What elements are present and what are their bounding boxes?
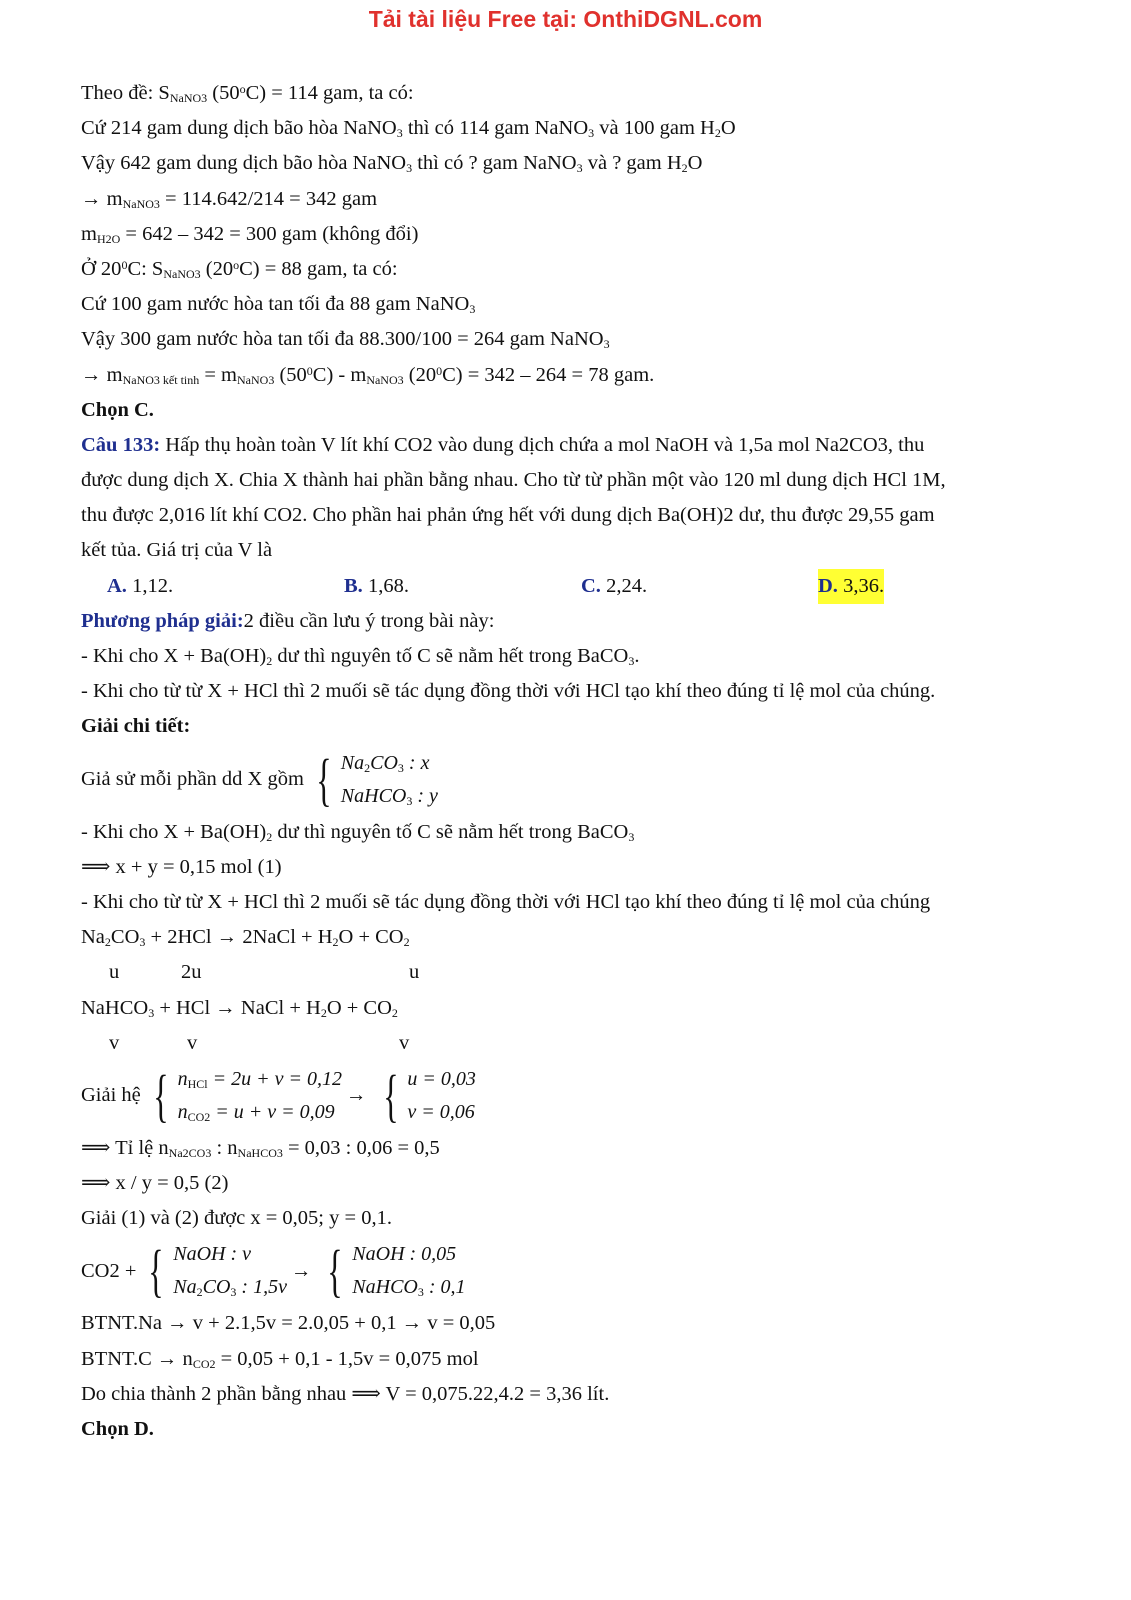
method-label: Phương pháp giải: — [81, 609, 244, 632]
answer-choice-text: Chọn D. — [81, 1418, 154, 1440]
question-line: Câu 133: Hấp thụ hoàn toàn V lít khí CO2 vào dung dịch chứa a mol NaOH và 1,5a mol Na2CO3, thu — [81, 433, 925, 456]
text-line: $m_{H2O} = 642 - 342 = 300$ gam (không đổi) — [81, 222, 419, 246]
site-header-title: Tải tài liệu Free tại: OnthiDGNL.com — [368, 6, 763, 32]
question-line: thu được 2,016 lít khí CO2. Cho phần hai phản ứng hết với dung dịch Ba(OH)2 dư, thu được 29,55 gam — [81, 504, 935, 527]
brace-symbol: { — [316, 746, 332, 812]
equation-line: BTNT.Na → v + 2.1,5v = 2.0,05 + 0,1 → v = 0,05 — [81, 1312, 496, 1335]
text-line: Ở $20^0C$: $S_{NaNO3}$ $(20^oC) = 88$ gam, ta có: — [81, 257, 398, 281]
option-a: A. 1,12. — [107, 574, 174, 597]
answer-options — [81, 569, 1071, 604]
option-d-correct: D. 3,36. — [818, 569, 884, 604]
text-line: → $m_{NaNO3 kết tinh} = m_{NaNO3}$ $(50^0C) - m_{NaNO3}$ $(20^0C) = 342 - 264 = 78$ gam. — [81, 363, 655, 387]
answer-choice-text: Chọn C. — [81, 398, 154, 421]
question-line: kết tủa. Giá trị của V là — [81, 539, 273, 562]
text-line: - Khi cho $X + Ba(OH)_2$ dư thì nguyên tố C sẽ nằm hết trong BaCO$_3$ — [81, 820, 635, 844]
solve-system: Giải hệ { $n_{HCl} = 2u + v = 0,12$ $n_{CO2} = u + v = 0,09$ → { u = 0,03 v = 0,06 — [81, 1062, 476, 1128]
assume-system: Giả sử mỗi phần dd X gồm { $Na_2CO_3$ : x NaHCO$_3$ : y — [81, 746, 438, 812]
question-line: được dung dịch X. Chia X thành hai phần bằng nhau. Cho từ từ phần một vào 120 ml dung dịch HCl 1M, — [81, 469, 946, 492]
text-line: - Khi cho từ từ X + HCl thì 2 muối sẽ tác dụng đồng thời với HCl tạo khí theo đúng tỉ lệ mol của chúng — [81, 890, 931, 913]
method-note: - Khi cho $X + Ba(OH)_2$ dư thì nguyên tố C sẽ nằm hết trong BaCO$_3$. — [81, 645, 640, 668]
text-line: Vậy 300 gam nước hòa tan tối đa 88.300/100 = 264 gam NaNO$_3$ — [81, 328, 610, 352]
equation-line: ⟹ x / y = 0,5 (2) — [81, 1172, 229, 1195]
equation-line: ⟹ x + y = 0,15 mol (1) — [81, 855, 282, 878]
final-line: Do chia thành 2 phần bằng nhau ⟹ V = 0,075.22,4.2 = 3,36 lít. — [81, 1382, 610, 1405]
option-c: C. 2,24. — [581, 574, 648, 597]
text-line: → $m_{NaNO3} = 114.642/214 = 342$ gam — [81, 187, 378, 211]
reaction-1: $Na_2CO_3 + 2HCl$ → 2NaCl + $H_2O + CO_2$ — [81, 926, 410, 950]
text-line: Cứ 100 gam nước hòa tan tối đa 88 gam NaNO$_3$ — [81, 293, 476, 317]
option-b: B. 1,68. — [344, 574, 409, 597]
ratio-line: ⟹ Tỉ lệ $n_{Na2CO3}$ : $n_{NaHCO3} = 0,03$ : 0,06 = 0,5 — [81, 1136, 440, 1160]
text-line: Vậy 642 gam dung dịch bão hòa NaNO$_3$ thì có ? gam NaNO$_3$ và ? gam $H_2O$ — [81, 152, 703, 176]
reaction-2: NaHCO$_3$ + HCl → NaCl + $H_2O + CO_2$ — [81, 996, 398, 1020]
text-line: Theo đề: $S_{NaNO3}$ $(50^oC) = 114$ gam, ta có: — [81, 82, 414, 105]
reaction-2-moles: v v v — [109, 1031, 410, 1054]
solution-label: Giải chi tiết: — [81, 715, 191, 738]
co2-system: CO2 + { NaOH : v $Na_2CO_3$ : 1,5v → { NaOH : 0,05 NaHCO$_3$ : 0,1 — [81, 1238, 466, 1304]
text-line: Cứ 214 gam dung dịch bão hòa NaNO$_3$ thì có 114 gam NaNO$_3$ và 100 gam $H_2O$ — [81, 117, 736, 141]
reaction-1-moles: u 2u u — [109, 961, 420, 984]
method-line: Phương pháp giải:2 điều cần lưu ý trong bài này: — [81, 609, 495, 632]
document-body — [81, 76, 1071, 1447]
method-note: - Khi cho từ từ X + HCl thì 2 muối sẽ tác dụng đồng thời với HCl tạo khí theo đúng tỉ lệ mol của chúng. — [81, 680, 936, 703]
question-label: Câu 133: — [81, 433, 161, 456]
equation-line: Giải (1) và (2) được x = 0,05; y = 0,1. — [81, 1207, 392, 1230]
equation-line: BTNT.C → $n_{CO2} = 0,05 + 0,1 - 1,5v = 0,075$ mol — [81, 1347, 479, 1371]
